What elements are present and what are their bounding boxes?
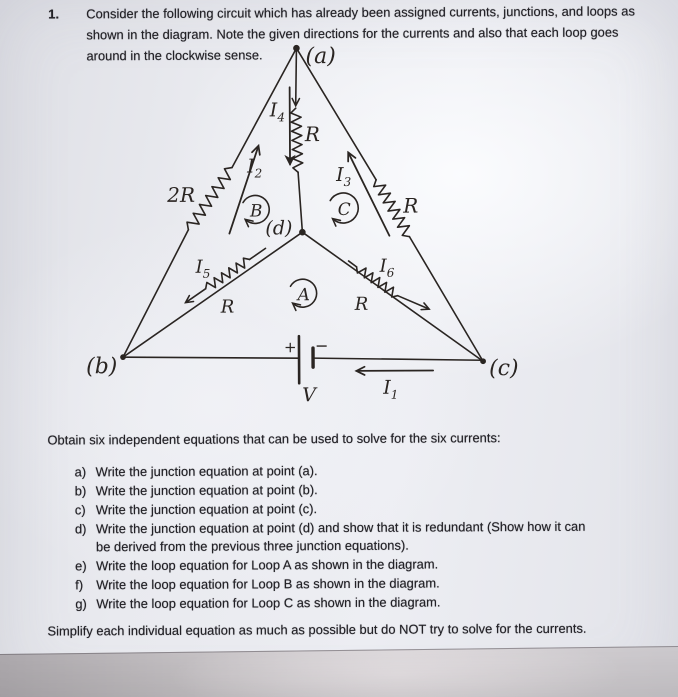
- current-i5-label: $I_5$: [195, 256, 211, 281]
- resistor-center-label: R: [304, 122, 321, 147]
- current-i6-arrow-head: [398, 296, 428, 309]
- task-letter: a): [74, 464, 87, 480]
- task-text: Write the loop equation for Loop B as shown in the diagram.: [96, 575, 440, 593]
- wire-ab-lower: [122, 230, 189, 357]
- task-text: Write the junction equation at point (a).: [95, 463, 318, 480]
- task-text: Write the junction equation at point (d) and show that it is redundant (Show how it can: [95, 518, 586, 537]
- node-d-dot: [299, 229, 306, 236]
- task-letter: g): [75, 596, 87, 612]
- resistor-center-symbol: [291, 108, 303, 172]
- task-letter: b): [74, 483, 87, 499]
- wire-ab-upper: [231, 48, 297, 167]
- problem-line-3: around in the clockwise sense.: [86, 47, 263, 64]
- current-i3-label: $I_3$: [336, 163, 352, 189]
- task-letter: d): [74, 521, 87, 537]
- wire-ad-lower: [298, 172, 302, 232]
- current-i6-label: $I_6$: [379, 255, 395, 280]
- node-b-label: (b): [86, 354, 118, 380]
- current-i4-label: $I_4$: [269, 99, 285, 125]
- resistor-right-label: R: [403, 193, 419, 218]
- problem-line-1: Consider the following circuit which has already been assigned currents, junctions, and loops as: [86, 3, 635, 22]
- node-c-dot: [480, 358, 486, 364]
- instructions-text: Obtain six independent equations that can be used to solve for the six currents:: [47, 430, 501, 448]
- node-b-dot: [120, 354, 126, 360]
- task-letter: e): [75, 558, 87, 574]
- task-text: Write the junction equation at point (c).: [95, 501, 318, 518]
- loop-c-label: C: [337, 199, 351, 221]
- current-i2-label: $I_2$: [246, 155, 263, 181]
- footer-note: Simplify each individual equation as much as possible but do NOT try to solve for the currents.: [47, 620, 587, 639]
- wire-ac-lower: [409, 236, 483, 361]
- problem-line-2: shown in the diagram. Note the given directions for the currents and also that each loop goes: [86, 24, 619, 43]
- node-a-dot: [293, 45, 300, 52]
- wire-bottom-left: [123, 356, 299, 359]
- loop-a-label: A: [297, 285, 310, 306]
- wire-db: [122, 232, 303, 357]
- resistor-lower-right-label: R: [354, 293, 369, 315]
- node-a-label: (a): [305, 44, 336, 70]
- battery-voltage-label: V: [302, 384, 317, 407]
- current-i5-arrow-tail: [249, 248, 265, 259]
- battery-minus-sign: −: [314, 336, 329, 356]
- loop-b-label: B: [249, 201, 263, 222]
- current-i1-label: $I_1$: [383, 376, 399, 402]
- node-c-label: (c): [489, 356, 519, 382]
- task-letter: f): [75, 577, 84, 593]
- task-letter: c): [74, 502, 86, 518]
- wire-ad-upper: [295, 48, 296, 104]
- wire-bottom-right: [313, 357, 483, 361]
- task-text: Write the junction equation at point (b).: [95, 482, 318, 499]
- current-i5-arrow-head: [187, 289, 206, 302]
- node-d-label: (d): [265, 217, 293, 240]
- paper-edge-shadow: [0, 646, 678, 697]
- problem-number: 1.: [48, 6, 60, 22]
- task-text: Write the loop equation for Loop A as shown in the diagram.: [96, 556, 439, 574]
- resistor-lower-left-label: R: [220, 296, 235, 318]
- task-text-continued: be derived from the previous three junction equations).: [95, 537, 409, 555]
- battery-plus-sign: +: [283, 338, 297, 357]
- resistor-2r-label: 2R: [167, 182, 196, 207]
- task-text: Write the loop equation for Loop C as shown in the diagram.: [96, 594, 441, 612]
